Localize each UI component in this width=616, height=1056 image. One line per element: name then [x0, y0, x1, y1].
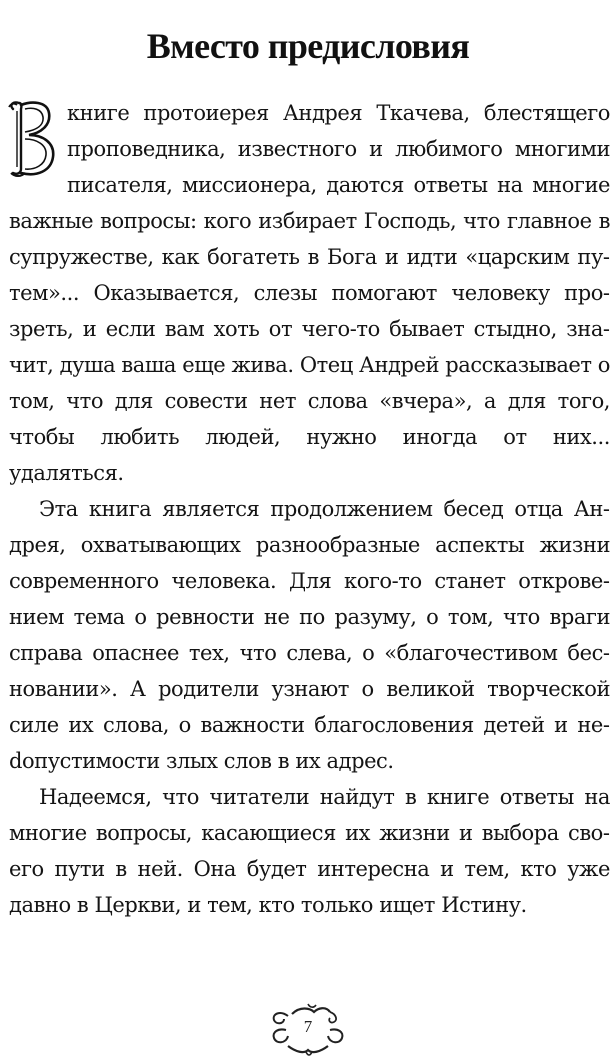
- paragraph-2: Эта книга является продолжением бесед отца Андрея, охватывающих разнообразные аспекты жизни современного человека. Для кого-то станет откровением тема о ревности не по разуму, о том, что враги справа опаснее тех, что слева, о «благочестивом бесновании». А родители узнают о великой творческой силе их слова, о важности благословения детей и неdопустимости злых слов в их адрес.: [9, 497, 610, 773]
- drop-cap: [7, 99, 59, 179]
- body-text: [9, 95, 610, 923]
- paragraph-1-text: книге протоиерея Андрея Ткачева, блестящего проповедника, известного и любимого многими писателя, миссионера, даются ответы на многие важные вопросы: кого избирает Господь, что главное в супружестве, как богатеть в Бога и идти «царским путем»... Оказывается, слезы помогают человеку прозреть, и если вам хоть от чего-то бывает стыдно, значит, душа ваша еще жива. Отец Андрей рассказывает о том, что для совести нет слова «вчера», а для того, чтобы любить людей, нужно иногда от них... удаляться.: [9, 101, 610, 485]
- page-number: 7: [303, 1017, 313, 1036]
- paragraph-1: [9, 95, 610, 491]
- paragraph-3: Надеемся, что читатели найдут в книге ответы на многие вопросы, касающиеся их жизни и выбора своего пути в ней. Она будет интересна и тем, кто уже давно в Церкви, и тем, кто только ищет Истину.: [9, 785, 610, 917]
- chapter-title: Вместо предисловия: [146, 26, 470, 67]
